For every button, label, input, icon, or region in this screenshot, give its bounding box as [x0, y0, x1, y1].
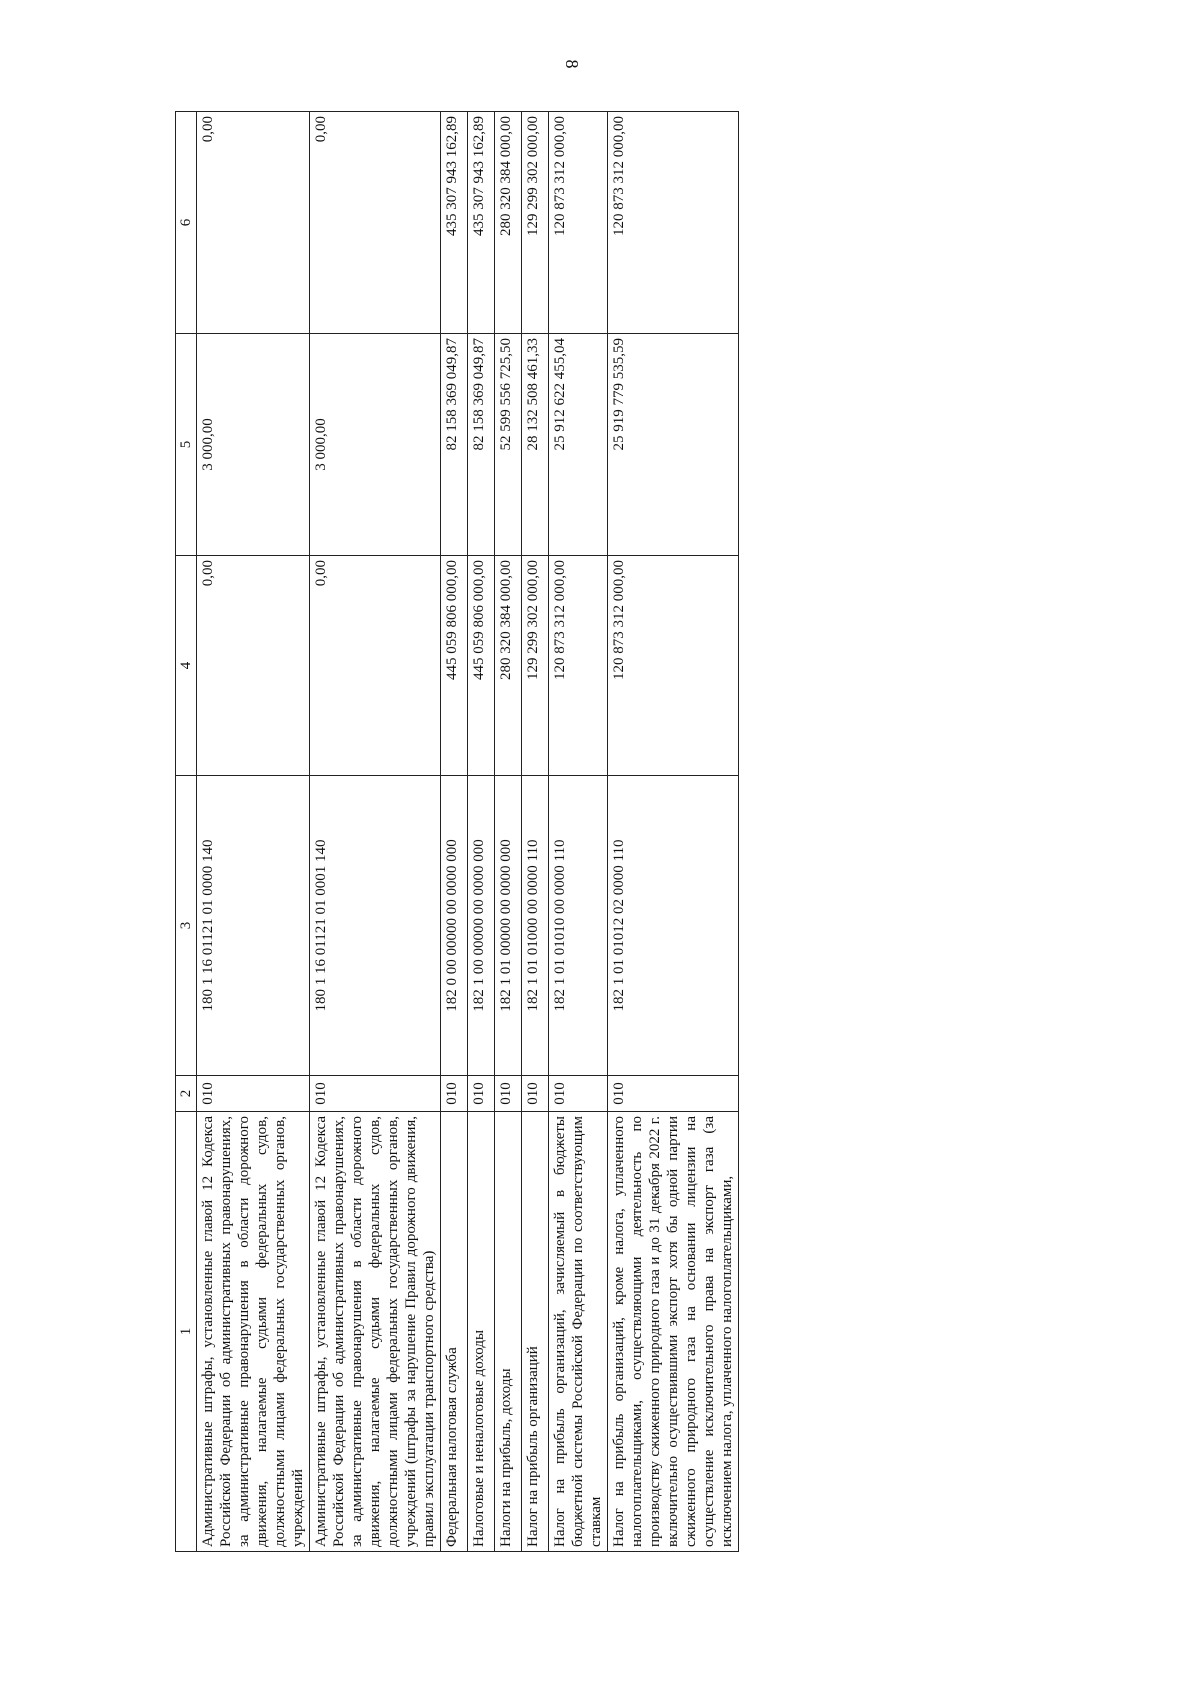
row-value-4: 120 873 312 000,00: [549, 556, 608, 776]
row-value-6: 0,00: [197, 112, 310, 334]
row-name: Налоговые и неналоговые доходы: [468, 1112, 495, 1552]
row-value-4: 445 059 806 000,00: [468, 556, 495, 776]
row-line-code: 010: [522, 1076, 549, 1112]
table-row: [608, 112, 739, 1552]
row-value-5: 3 000,00: [310, 334, 441, 556]
row-value-4: 445 059 806 000,00: [441, 556, 468, 776]
row-line-code: 010: [495, 1076, 522, 1112]
row-value-5: 82 158 369 049,87: [468, 334, 495, 556]
row-kbk: 182 0 00 00000 00 0000 000: [441, 776, 468, 1076]
header-col-6: 6: [176, 112, 197, 334]
header-col-5: 5: [176, 334, 197, 556]
row-value-6: 129 299 302 000,00: [522, 112, 549, 334]
row-line-code: 010: [441, 1076, 468, 1112]
row-name: Налог на прибыль организаций: [522, 1112, 549, 1552]
row-value-4: 0,00: [310, 556, 441, 776]
row-value-5: 25 919 779 535,59: [608, 334, 739, 556]
row-value-4: 280 320 384 000,00: [495, 556, 522, 776]
row-name: Федеральная налоговая служба: [441, 1112, 468, 1552]
row-value-4: 120 873 312 000,00: [608, 556, 739, 776]
header-col-1: 1: [176, 1112, 197, 1552]
row-kbk: 182 1 01 01000 00 0000 110: [522, 776, 549, 1076]
table-header-row: [176, 112, 197, 1552]
row-value-5: 82 158 369 049,87: [441, 334, 468, 556]
row-value-6: 120 873 312 000,00: [549, 112, 608, 334]
row-value-6: 280 320 384 000,00: [495, 112, 522, 334]
row-line-code: 010: [608, 1076, 739, 1112]
row-kbk: 182 1 01 01012 02 0000 110: [608, 776, 739, 1076]
table-row: [310, 112, 441, 1552]
row-line-code: 010: [549, 1076, 608, 1112]
row-kbk: 180 1 16 01121 01 0001 140: [310, 776, 441, 1076]
row-value-4: 129 299 302 000,00: [522, 556, 549, 776]
row-name: Налоги на прибыль, доходы: [495, 1112, 522, 1552]
row-value-5: 52 599 556 725,50: [495, 334, 522, 556]
row-name: Налог на прибыль организаций, кроме налога, уплаченного налогоплательщиками, осуществляющими деятельность по производству сжиженного природного газа и до 31 декабря 2022 г. включительно осуществившими экспорт хотя бы одной партии сжиженного природного газа на основании лицензии на осуществление исключительного права на экспорт газа (за исключением налога, уплаченного налогоплательщиками,: [608, 1112, 739, 1552]
row-value-5: 28 132 508 461,33: [522, 334, 549, 556]
row-value-6: 435 307 943 162,89: [441, 112, 468, 334]
row-kbk: 180 1 16 01121 01 0000 140: [197, 776, 310, 1076]
table-row: [468, 112, 495, 1552]
row-value-6: 120 873 312 000,00: [608, 112, 739, 334]
header-col-3: 3: [176, 776, 197, 1076]
row-line-code: 010: [197, 1076, 310, 1112]
table-row: [522, 112, 549, 1552]
table-row: [495, 112, 522, 1552]
row-kbk: 182 1 00 00000 00 0000 000: [468, 776, 495, 1076]
row-name: Административные штрафы, установленные главой 12 Кодекса Российской Федерации об административных правонарушениях, за административные правонарушения в области дорожного движения, налагаемые судьями федеральных судов, должностными лицами федеральных государственных органов, учреждений (штрафы за нарушение Правил дорожного движения, правил эксплуатации транспортного средства): [310, 1112, 441, 1552]
row-kbk: 182 1 01 00000 00 0000 000: [495, 776, 522, 1076]
table-row: [441, 112, 468, 1552]
row-value-5: 25 912 622 455,04: [549, 334, 608, 556]
row-line-code: 010: [468, 1076, 495, 1112]
header-col-2: 2: [176, 1076, 197, 1112]
row-name: Налог на прибыль организаций, зачисляемый в бюджеты бюджетной системы Российской Федерации по соответствующим ставкам: [549, 1112, 608, 1552]
table-row: [197, 112, 310, 1552]
row-line-code: 010: [310, 1076, 441, 1112]
row-value-6: 435 307 943 162,89: [468, 112, 495, 334]
row-value-5: 3 000,00: [197, 334, 310, 556]
table-row: [549, 112, 608, 1552]
row-value-6: 0,00: [310, 112, 441, 334]
page-number: 8: [562, 59, 582, 69]
row-name: Административные штрафы, установленные главой 12 Кодекса Российской Федерации об административных правонарушениях, за административные правонарушения в области дорожного движения, налагаемые судьями федеральных судов, должностными лицами федеральных государственных органов, учреждений: [197, 1112, 310, 1552]
row-kbk: 182 1 01 01010 00 0000 110: [549, 776, 608, 1076]
revenue-table: [175, 111, 739, 1552]
header-col-4: 4: [176, 556, 197, 776]
row-value-4: 0,00: [197, 556, 310, 776]
revenue-table-rotated: [175, 112, 835, 1552]
